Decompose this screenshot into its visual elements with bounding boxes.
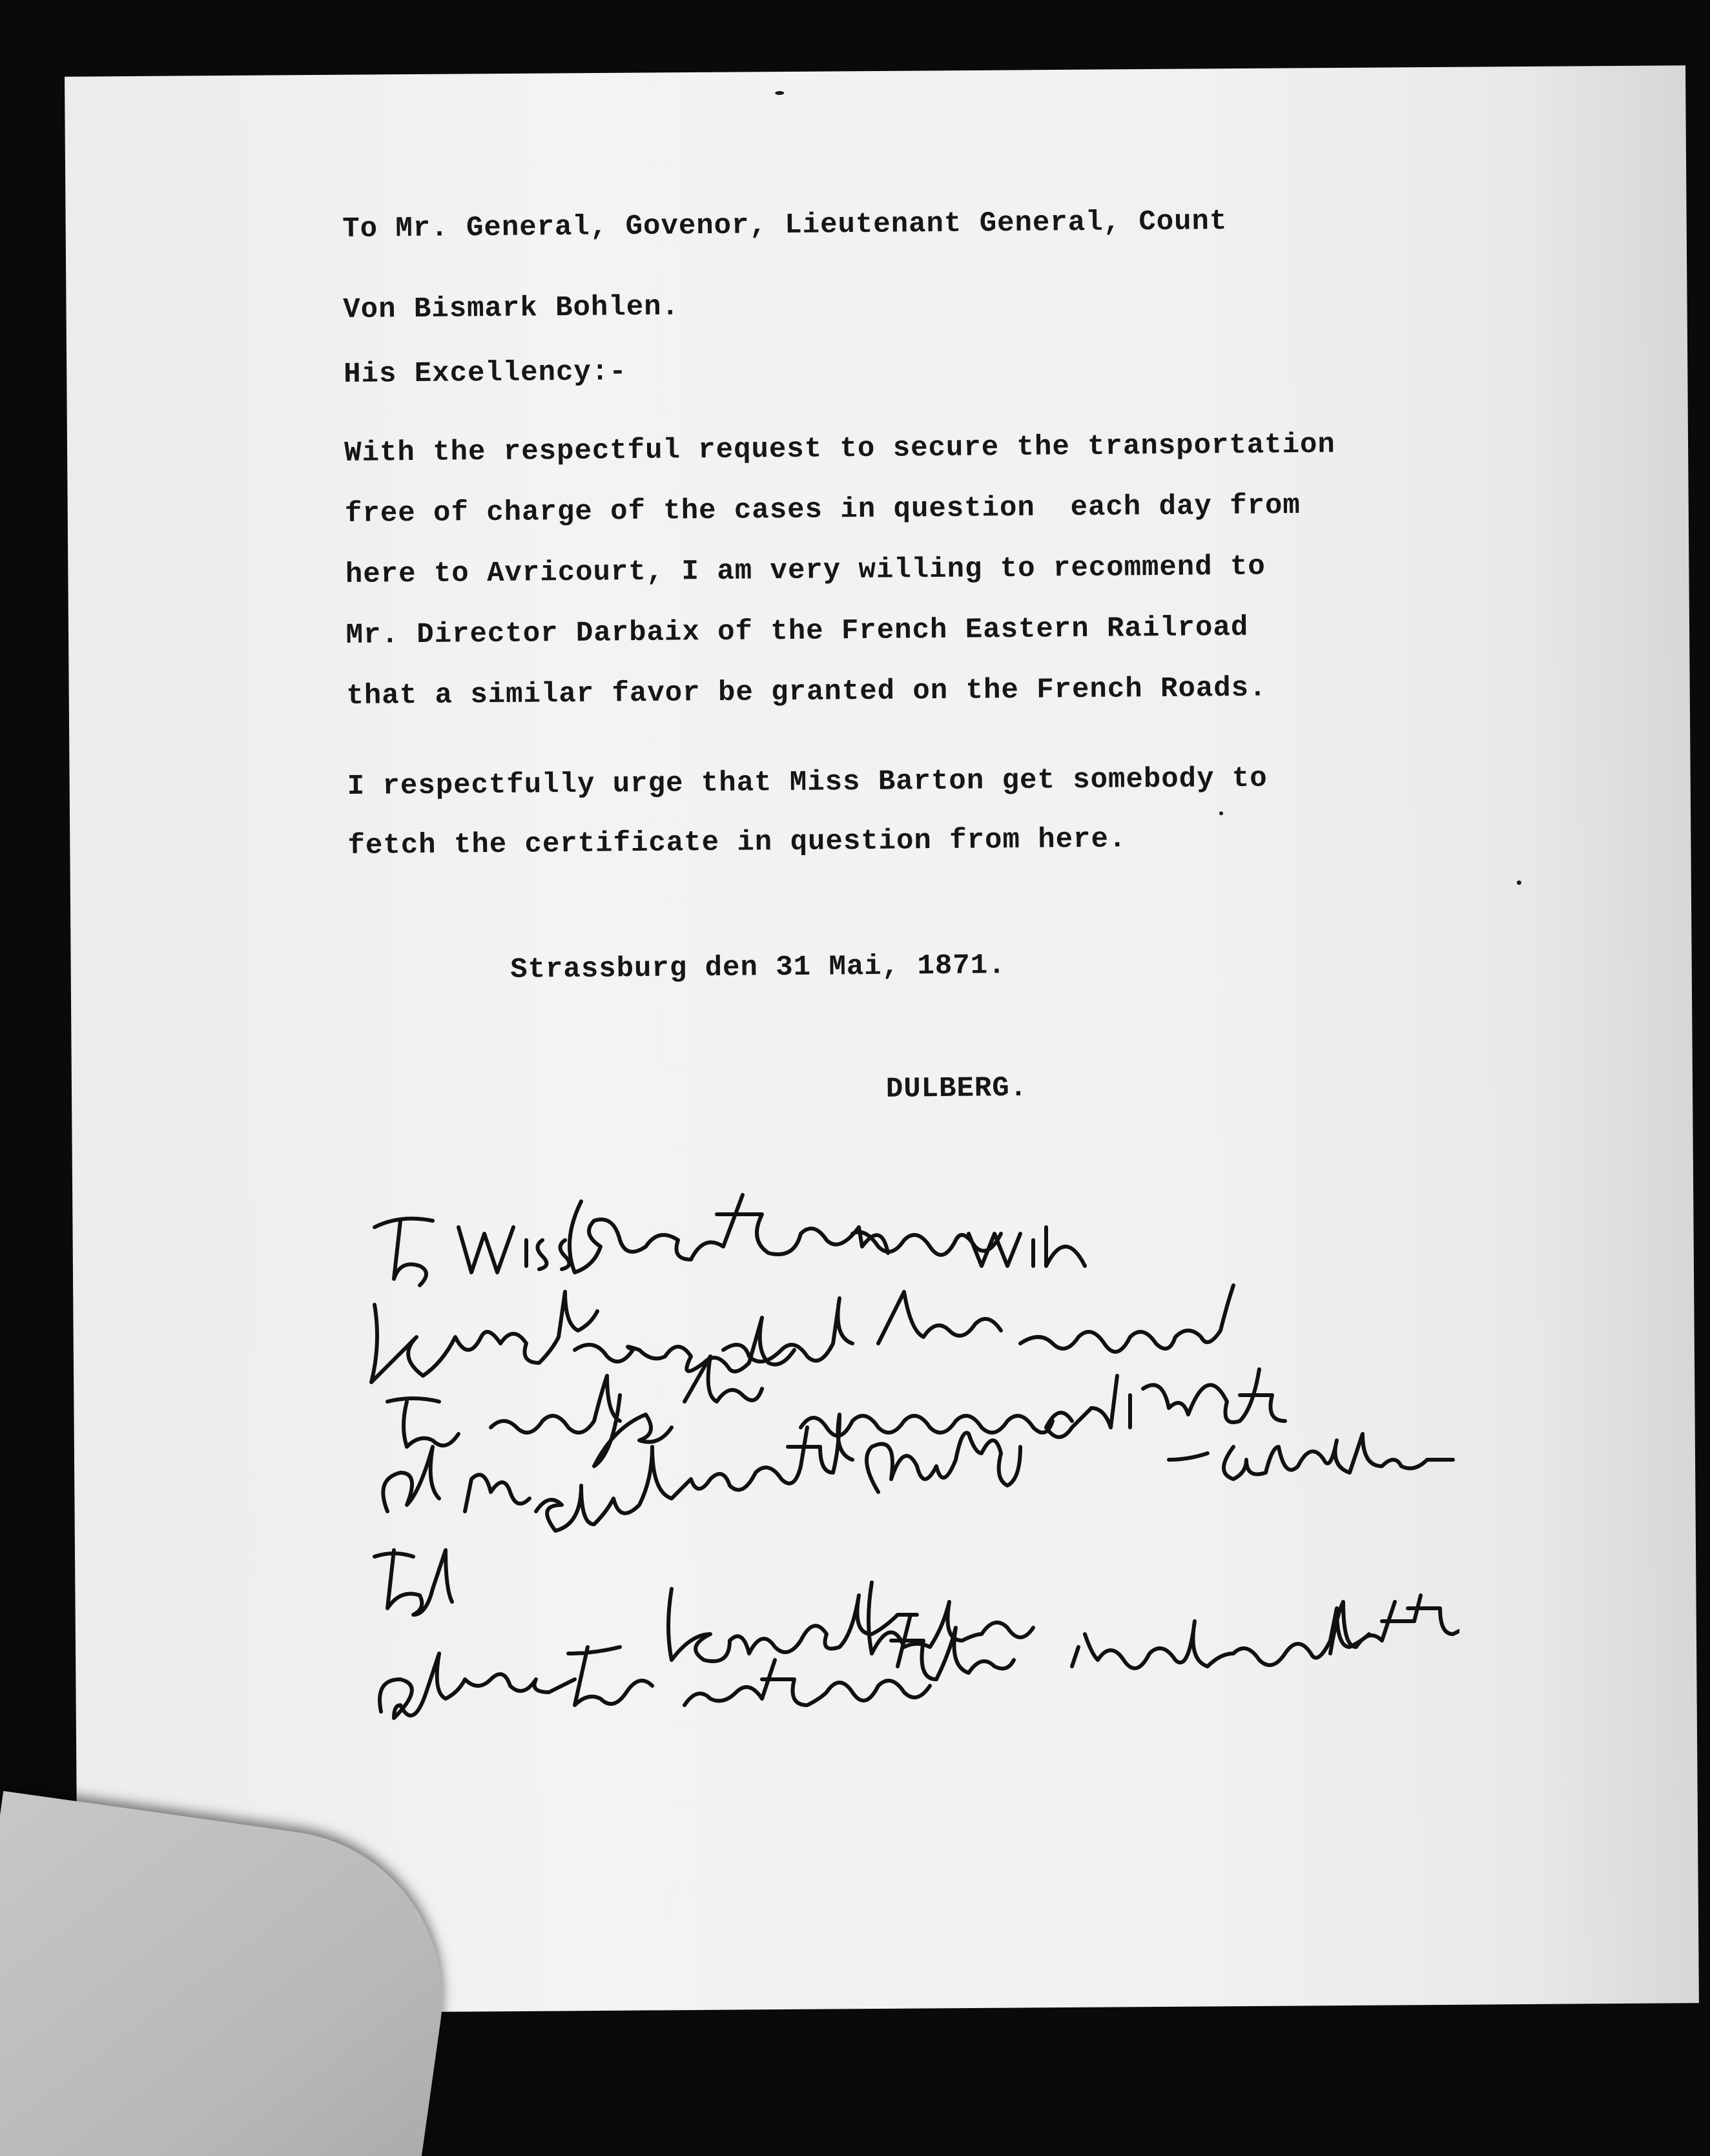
ink-speck	[1219, 811, 1223, 815]
ink-speck	[1517, 880, 1521, 885]
handwriting-signature	[668, 1582, 1033, 1661]
handwriting-line	[375, 1195, 1085, 1285]
paragraph-line: that a similar favor be granted on the French Roads.	[346, 672, 1267, 712]
handwritten-note	[362, 1188, 1459, 1834]
typed-signature: DULBERG.	[885, 1072, 1028, 1106]
paragraph-line: I respectfully urge that Miss Barton get somebody to	[347, 762, 1268, 803]
salutation: His Excellency:-	[343, 356, 627, 391]
paragraph-line: With the respectful request to secure the transportation	[344, 428, 1336, 470]
ink-speck	[775, 91, 784, 95]
paragraph-line: fetch the certificate in question from here.	[347, 823, 1127, 862]
handwriting-line	[383, 1415, 1453, 1531]
address-line: Von Bismark Bohlen.	[343, 291, 680, 326]
handwriting-line	[375, 1550, 452, 1615]
dateline: Strassburg den 31 Mai, 1871.	[510, 949, 1006, 986]
paragraph-line: here to Avricourt, I am very willing to recommend to	[345, 550, 1266, 591]
address-line: To Mr. General, Govenor, Lieutenant General, Count	[342, 205, 1228, 245]
handwriting-postscript	[380, 1595, 1459, 1718]
paragraph-line: free of charge of the cases in question each day from	[344, 490, 1301, 530]
handwriting-line	[371, 1285, 1233, 1382]
paragraph-line: Mr. Director Darbaix of the French Eastern Railroad	[345, 611, 1249, 652]
